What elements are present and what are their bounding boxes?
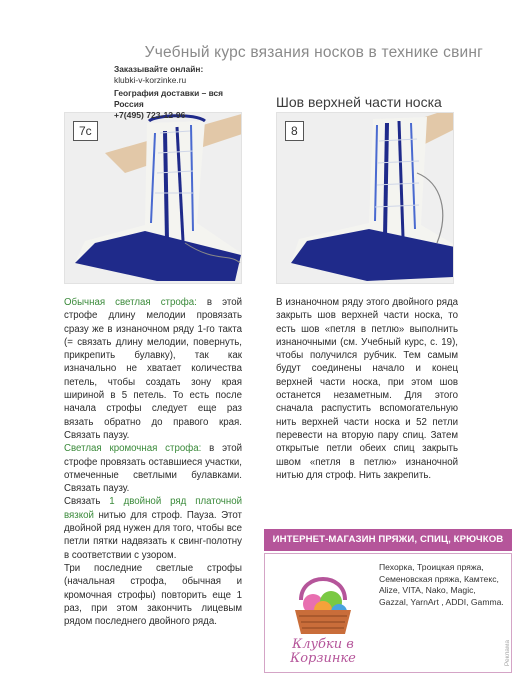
- term-regular-light-stanza: Обычная светлая строфа:: [64, 297, 197, 308]
- right-text-column: [276, 296, 458, 482]
- photo-step-8: [276, 112, 454, 284]
- paragraph: [64, 495, 242, 561]
- ad-order-label: Заказывайте онлайн:: [114, 64, 204, 74]
- ad-banner: ИНТЕРНЕТ-МАГАЗИН ПРЯЖИ, СПИЦ, КРЮЧКОВ: [264, 529, 512, 551]
- term-double-row: 1 двойной ряд платочной вязкой: [64, 496, 242, 521]
- basket-logo-icon: [273, 560, 373, 666]
- paragraph: [64, 296, 242, 442]
- paragraph: [64, 562, 242, 628]
- paragraph-text: Связать: [64, 496, 110, 508]
- paragraph-text: в этой строфе провязать оставшиеся участки, отмеченные светлыми булавками. Связать паузу.: [64, 443, 242, 495]
- term-light-edge-stanza: Светлая кромочная строфа:: [64, 443, 202, 455]
- page-header-title: Учебный курс вязания носков в технике свинг: [144, 44, 483, 61]
- left-text-column: [64, 296, 242, 628]
- paragraph-text: в этой строфе длину мелодии провязать сразу же в изнаночном ряду 1-го такта (= связать длину мелодии, повернуть, прикрепить булавку), так как изначально не хватает количества петель, чтобы создать зону края шириной в 5 петель. То есть после начала строфы следует еще раз вязать обратно до правого края. Связать паузу.: [64, 297, 242, 441]
- step-label: 7c: [73, 121, 98, 141]
- ad-side-note: Реклама: [504, 640, 511, 667]
- ad-url-link[interactable]: klubki-v-korzinke.ru: [114, 75, 187, 85]
- section-title: Шов верхней части носка: [276, 94, 442, 110]
- logo-text-line-2: Корзинке: [290, 651, 356, 666]
- paragraph: [64, 442, 242, 495]
- step-label: 8: [285, 121, 304, 141]
- photo-step-7c: [64, 112, 242, 284]
- ad-delivery-geo: География доставки – вся Россия: [114, 88, 224, 109]
- ad-box: [264, 553, 512, 673]
- ad-brands-list: Пехорка, Троицкая пряжа, Семеновская пряжа, Камтекс, Alize, VITA, Nako, Magic, Gazzal, YarnArt , ADDI, Gamma.: [379, 562, 504, 607]
- paragraph-text: нитью для строф. Пауза. Этот двойной ряд нужен для того, чтобы все петли пятки надвязать к свинг-полотну в соответствии с узором.: [64, 509, 242, 561]
- paragraph-text: Три последние светлые строфы (начальная строфа, обычная и кромочная строфы) повторить еще 1 раз, при этом закончить лицевым рядом последнего двойного ряда.: [64, 562, 242, 628]
- paragraph-text: В изнаночном ряду этого двойного ряда закрыть шов верхней части носка, то есть шов «петля в петлю» выполнить изнаночными (см. Учебный курс, с. 19), чтобы получился рубчик. Тем самым будут соединены начало и конец верхней части носка, при этом шов останется незаметным. Для этого сначала распустить вспомогательную нить верхней части носка и 52 петли перевести на вторую пару спиц. Затем открытые петли обеих спиц закрыть швом «петля в петлю» изнаночной нитью для строф. Нить закрепить.: [276, 297, 458, 481]
- ad-phone-number: +7(495) 723-12-96: [114, 110, 186, 120]
- logo-text-line-1: Клубки в: [292, 637, 354, 652]
